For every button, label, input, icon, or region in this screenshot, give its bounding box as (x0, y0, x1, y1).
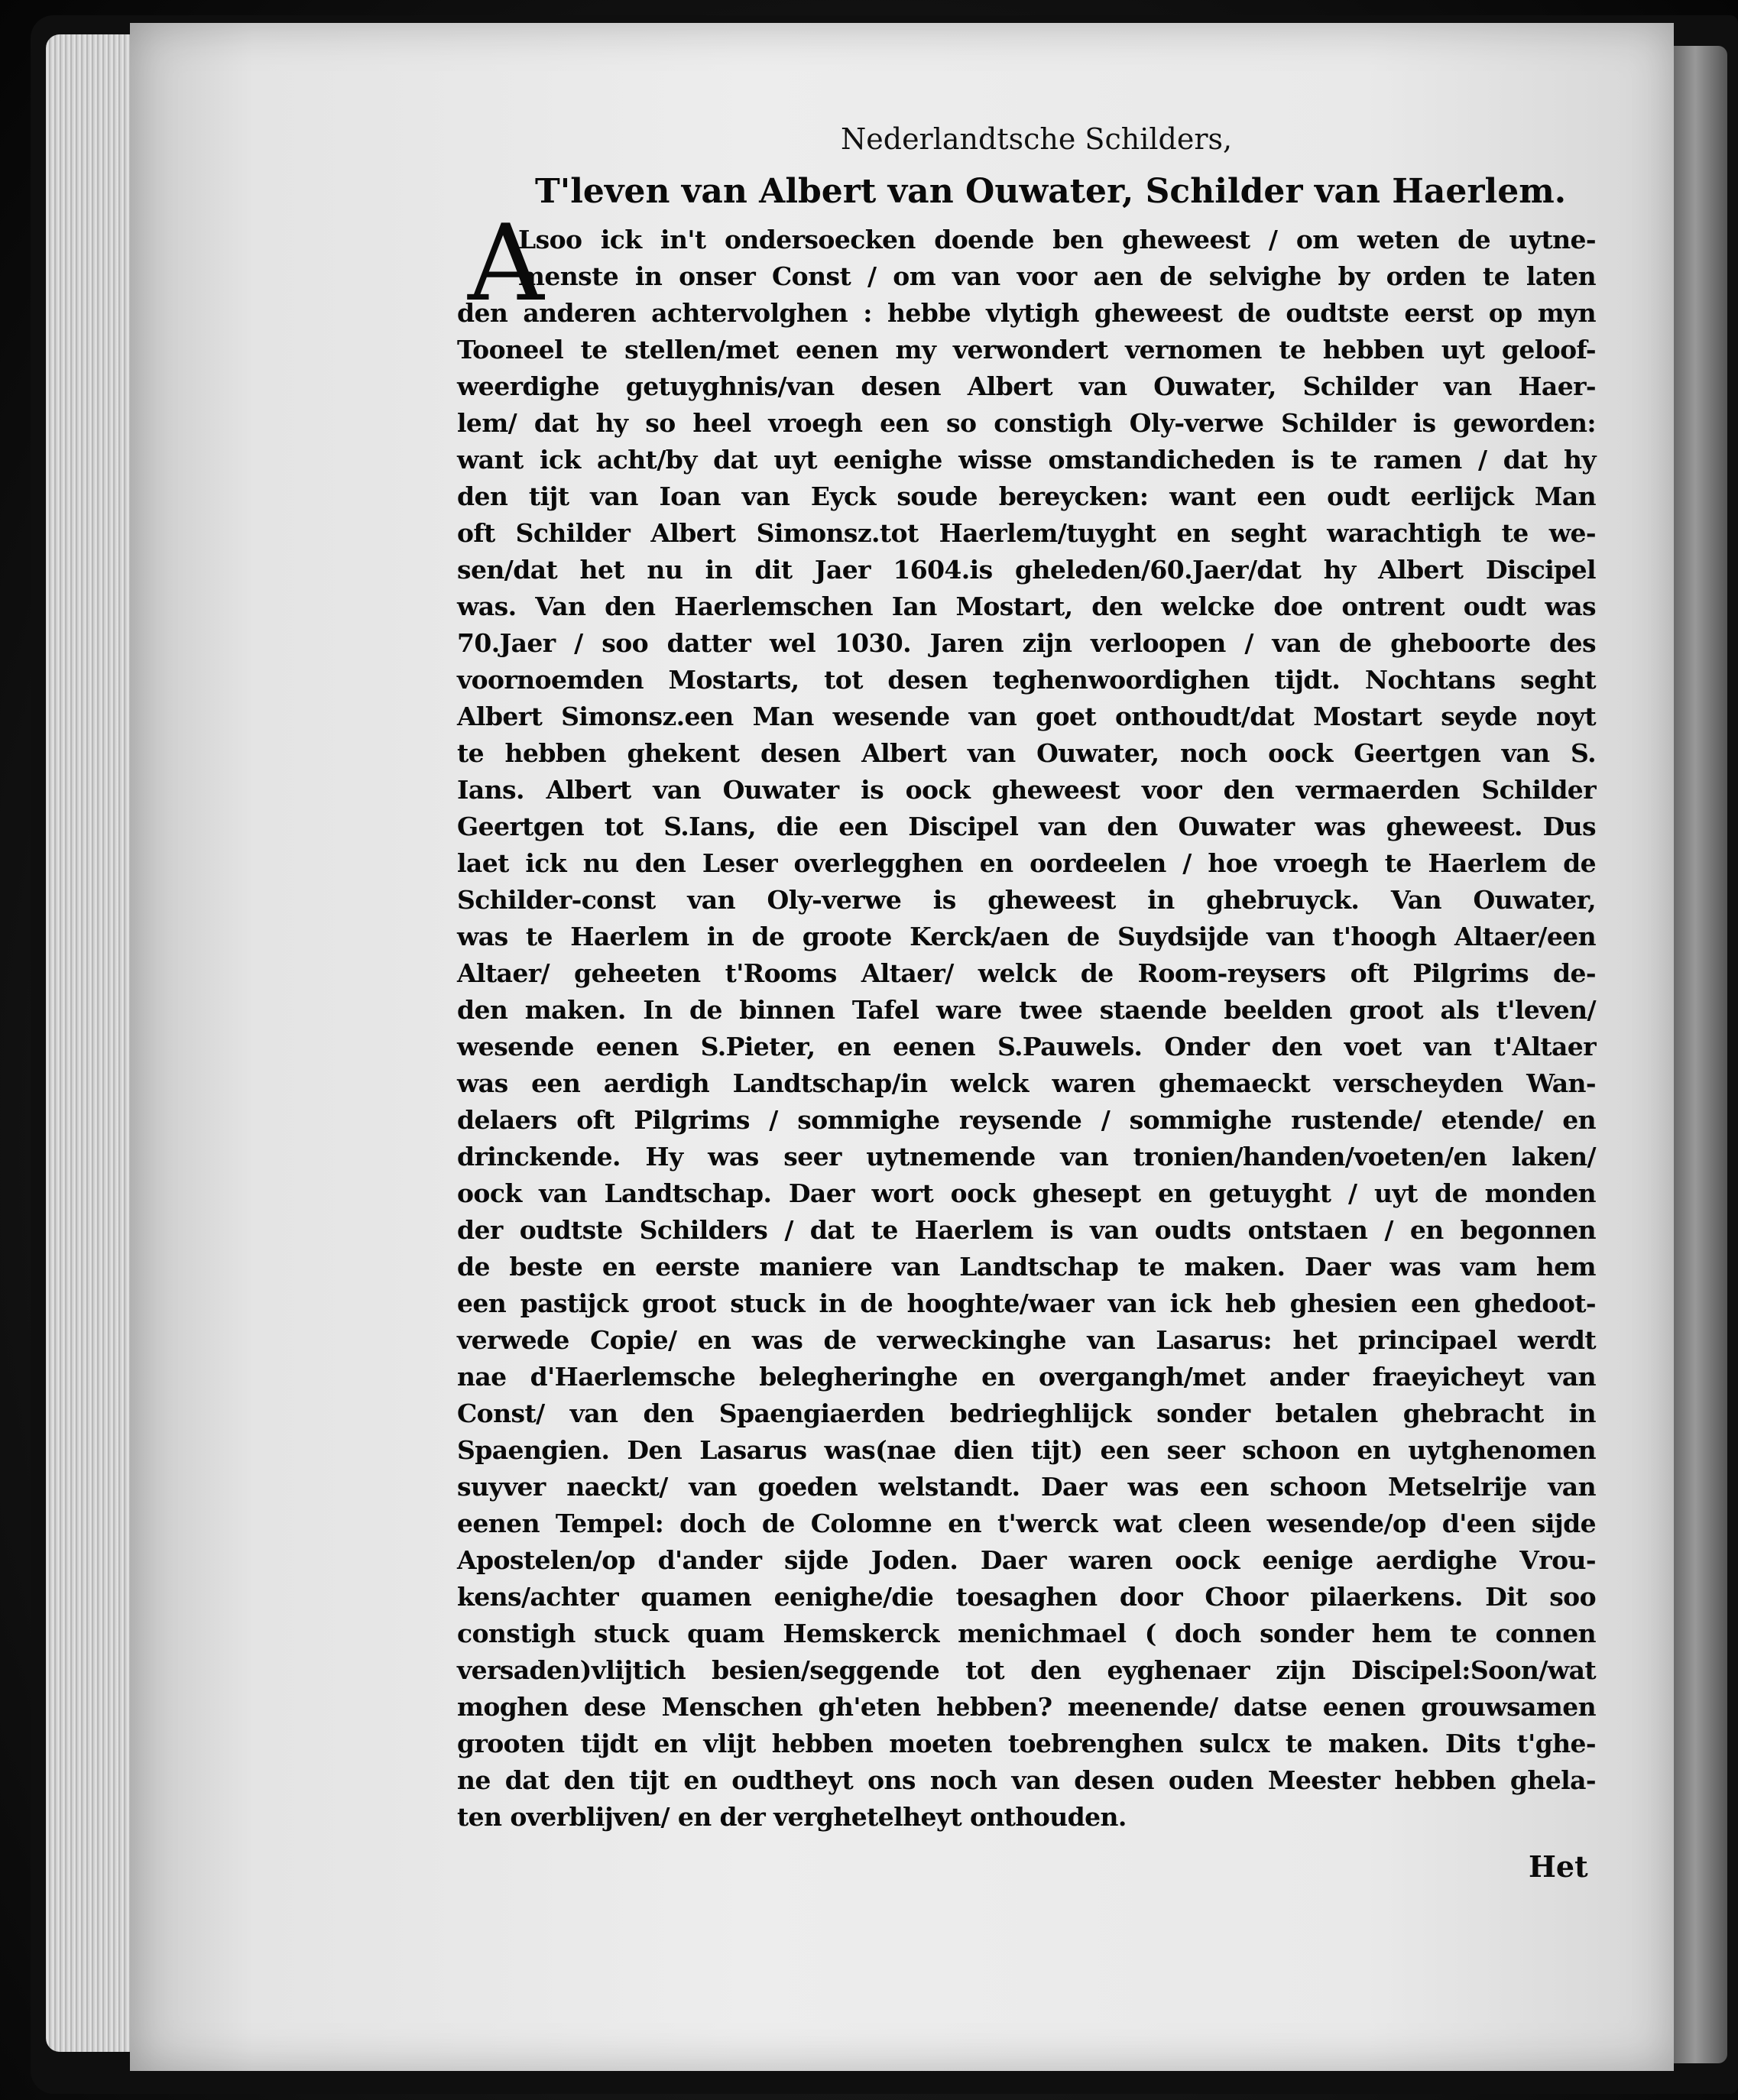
running-head: Nederlandtsche Schilders, (841, 122, 1233, 156)
body-line: Geertgen tot S.Ians, die een Discipel van den Ouwater was gheweest. Dus (457, 812, 1596, 841)
body-line: der oudtste Schilders / dat te Haerlem is van oudts ontstaen / en begonnen (457, 1215, 1596, 1245)
body-line: Albert Simonsz.een Man wesende van goet onthoudt/dat Mostart seyde noyt (457, 702, 1596, 731)
body-line: drinckende. Hy was seer uytnemende van tronien/handen/voeten/en laken/ (457, 1142, 1596, 1172)
body-line: den anderen achtervolghen : hebbe vlytigh gheweest de oudtste eerst op myn (457, 298, 1596, 328)
body-line: den maken. In de binnen Tafel ware twee staende beelden groot als t'leven/ (457, 995, 1596, 1025)
body-line: eenen Tempel: doch de Colomne en t'werck wat cleen wesende/op d'een sijde (457, 1509, 1596, 1538)
body-line: oock van Landtschap. Daer wort oock ghesept en getuyght / uyt de monden (457, 1178, 1596, 1208)
body-line: laet ick nu den Leser overlegghen en oordeelen / hoe vroegh te Haerlem de (457, 848, 1596, 878)
body-line: weerdighe getuyghnis/van desen Albert van Ouwater, Schilder van Haer- (457, 371, 1596, 401)
body-text (457, 222, 1596, 1836)
body-line: den tijt van Ioan van Eyck soude bereycken: want een oudt eerlijck Man (457, 481, 1596, 511)
drop-cap: A (468, 202, 544, 325)
body-line: nae d'Haerlemsche belegheringhe en overgangh/met ander fraeyicheyt van (457, 1362, 1596, 1392)
body-line: te hebben ghekent desen Albert van Ouwater, noch oock Geertgen van S. (457, 738, 1596, 768)
body-line: voornoemden Mostarts, tot desen teghenwoordighen tijdt. Nochtans seght (457, 665, 1596, 695)
catchword: Het (1529, 1849, 1588, 1884)
body-line: was. Van den Haerlemschen Ian Mostart, den welcke doe ontrent oudt was (457, 591, 1596, 621)
body-line: een pastijck groot stuck in de hooghte/waer van ick heb ghesien een ghedoot- (457, 1288, 1596, 1318)
chapter-title: T'leven van Albert van Ouwater, Schilder van Haerlem. (535, 172, 1567, 211)
body-line: Schilder-const van Oly-verwe is gheweest in ghebruyck. Van Ouwater, (457, 885, 1596, 915)
body-line: delaers oft Pilgrims / sommighe reysende / sommighe rustende/ etende/ en (457, 1105, 1596, 1135)
body-line: want ick acht/by dat uyt eenighe wisse omstandicheden is te ramen / dat hy (457, 445, 1596, 475)
body-line: versaden)vlijtich besien/seggende tot den eyghenaer zijn Discipel:Soon/wat (457, 1655, 1596, 1685)
body-line: sen/dat het nu in dit Jaer 1604.is gheleden/60.Jaer/dat hy Albert Discipel (457, 555, 1596, 585)
body-line: wesende eenen S.Pieter, en eenen S.Pauwels. Onder den voet van t'Altaer (457, 1032, 1596, 1061)
body-line: menste in onser Const / om van voor aen de selvighe by orden te laten (518, 261, 1596, 291)
body-line: was een aerdigh Landtschap/in welck waren ghemaeckt verscheyden Wan- (457, 1068, 1596, 1098)
body-line: ten overblijven/ en der verghetelheyt onthouden. (457, 1802, 1127, 1832)
body-line: oft Schilder Albert Simonsz.tot Haerlem/tuyght en seght warachtigh te we- (457, 518, 1596, 548)
body-line: de beste en eerste maniere van Landtschap te maken. Daer was vam hem (457, 1252, 1596, 1282)
body-line: was te Haerlem in de groote Kerck/aen de Suydsijde van t'hoogh Altaer/een (457, 922, 1596, 951)
body-line: Altaer/ geheeten t'Rooms Altaer/ welck de Room-reysers oft Pilgrims de- (457, 958, 1596, 988)
body-line: Tooneel te stellen/met eenen my verwondert vernomen te hebben uyt geloof- (457, 335, 1596, 365)
body-line: suyver naeckt/ van goeden welstandt. Daer was een schoon Metselrije van (457, 1472, 1596, 1502)
body-line: kens/achter quamen eenighe/die toesaghen door Choor pilaerkens. Dit soo (457, 1582, 1596, 1612)
body-line: Const/ van den Spaengiaerden bedrieghlijck sonder betalen ghebracht in (457, 1398, 1596, 1428)
body-line: grooten tijdt en vlijt hebben moeten toebrenghen sulcx te maken. Dits t'ghe- (457, 1729, 1596, 1758)
body-line: lem/ dat hy so heel vroegh een so constigh Oly-verwe Schilder is geworden: (457, 408, 1596, 438)
body-line: Ians. Albert van Ouwater is oock gheweest voor den vermaerden Schilder (457, 775, 1596, 805)
body-line: Lsoo ick in't ondersoecken doende ben gheweest / om weten de uytne- (518, 225, 1596, 254)
body-line: constigh stuck quam Hemskerck menichmael ( doch sonder hem te connen (457, 1619, 1596, 1648)
body-line: Apostelen/op d'ander sijde Joden. Daer waren oock eenige aerdighe Vrou- (457, 1545, 1596, 1575)
body-line: ne dat den tijt en oudtheyt ons noch van desen ouden Meester hebben ghela- (457, 1765, 1596, 1795)
body-line: moghen dese Menschen gh'eten hebben? meenende/ datse eenen grouwsamen (457, 1692, 1596, 1722)
body-line: verwede Copie/ en was de verweckinghe van Lasarus: het principael werdt (457, 1325, 1596, 1355)
book-right-edge (1674, 46, 1727, 2063)
body-line: Spaengien. Den Lasarus was(nae dien tijt) een seer schoon en uytghenomen (457, 1435, 1596, 1465)
body-line: 70.Jaer / soo datter wel 1030. Jaren zijn verloopen / van de gheboorte des (457, 628, 1596, 658)
